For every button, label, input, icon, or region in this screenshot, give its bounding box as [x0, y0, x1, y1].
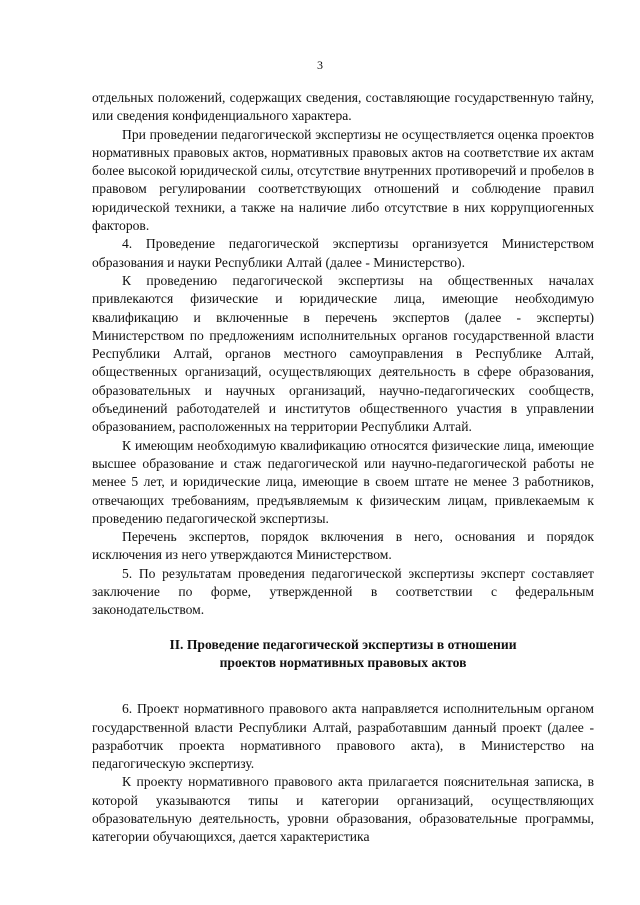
paragraph-qualification: К имеющим необходимую квалификацию относятся физические лица, имеющие высшее образование и стаж педагогической или научно-педагогической работы не менее 5 лет, и юридические лица, имеющие в своем штате не менее 3 работников, отвечающих требованиям, предъявляемым к физическим лицам, привлекаемым к проведению педагогической экспертизы. — [92, 437, 594, 526]
paragraph-item-5: 5. По результатам проведения педагогической экспертизы эксперт составляет заключение по форме, утвержденной в соответствии с федеральным законодательством. — [92, 565, 594, 618]
section-heading-line-1: II. Проведение педагогической экспертизы в отношении — [169, 636, 517, 652]
page-number: 3 — [317, 58, 323, 72]
paragraph-item-4: 4. Проведение педагогической экспертизы организуется Министерством образования и науки Республики Алтай (далее - Министерство). — [92, 236, 594, 270]
section-heading-line-2: проектов нормативных правовых актов — [219, 654, 467, 670]
section-heading — [92, 636, 594, 673]
paragraph-explanatory-note: К проекту нормативного правового акта прилагается пояснительная записка, в которой указываются типы и категории организаций, осуществляющих образовательную деятельность, уровни образования, образовательные программы, категории обучающихся, дается характеристика — [92, 774, 594, 845]
paragraph-experts-involvement: К проведению педагогической экспертизы на общественных началах привлекаются физические и юридические лица, имеющие необходимую квалификацию и включенные в перечень экспертов (далее - эксперты) Министерством по предложениям исполнительных органов государственной власти Республики Алтай, органов местного самоуправления в Республике Алтай, общественных организаций, осуществляющих деятельность в сфере образования, образовательных и научных организаций, научно-педагогических сообществ, объединений работодателей и институтов общественного участия в управлении образованием, расположенных на территории Республики Алтай. — [92, 272, 594, 435]
document-body — [92, 89, 594, 847]
paragraph-item-6: 6. Проект нормативного правового акта направляется исполнительным органом государственной власти Республики Алтай, разработавшим данный проект (далее - разработчик проекта нормативного правового акта), в Министерство на педагогическую экспертизу. — [92, 701, 594, 772]
paragraph-evaluation-exclusions: При проведении педагогической экспертизы не осуществляется оценка проектов нормативных правовых актов, нормативных правовых актов на соответствие их актам более высокой юридической силы, отсутствие внутренних противоречий и пробелов в правовом регулировании соответствующих отношений и соблюдение правил юридической техники, а также на наличие либо отсутствие в них коррупциогенных факторов. — [92, 126, 594, 234]
paragraph-experts-list: Перечень экспертов, порядок включения в него, основания и порядок исключения из него утверждаются Министерством. — [92, 529, 594, 563]
paragraph-continuation: отдельных положений, содержащих сведения, составляющие государственную тайну, или сведения конфиденциального характера. — [92, 90, 594, 124]
